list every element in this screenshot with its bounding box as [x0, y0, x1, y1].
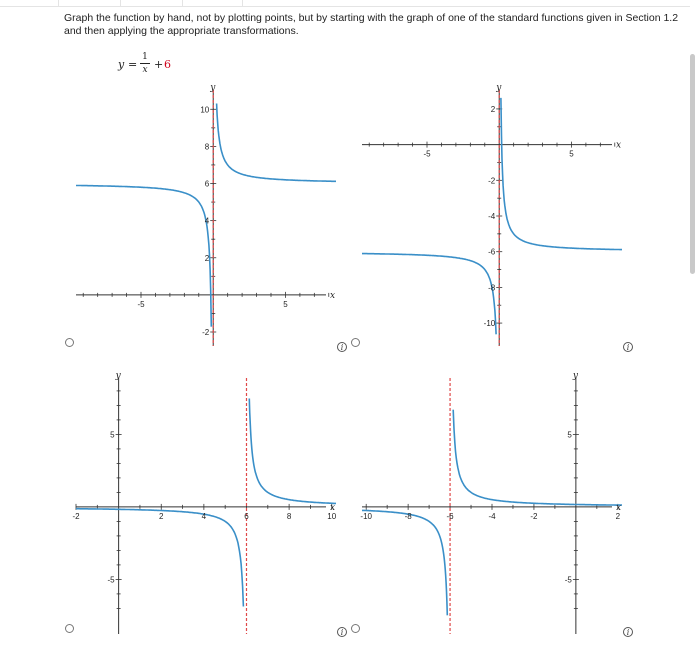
answer-graph-c [72, 371, 337, 634]
x-axis-label: x [616, 140, 622, 151]
scrollbar-thumb[interactable] [690, 54, 695, 274]
option-d-radio[interactable] [351, 624, 360, 633]
x-tick-label: -8 [404, 511, 412, 521]
x-tick-label: 5 [569, 149, 574, 159]
y-axis-label: y [496, 83, 502, 93]
question-prompt: Graph the function by hand, not by plotting points, but by starting with the graph of one of the standard functions given in Section 1.2 and then applying the appropriate transformations. [64, 12, 679, 37]
curve-right-branch [453, 410, 622, 505]
curve-left-branch [362, 510, 447, 615]
y-tick-label: 2 [204, 253, 210, 263]
tab-divider [0, 0, 59, 6]
y-tick-label: -8 [488, 283, 496, 293]
y-tick-label: -10 [483, 319, 496, 329]
curve-left-branch [76, 509, 243, 607]
y-tick-label: -2 [202, 328, 210, 337]
x-tick-label: 5 [283, 299, 288, 309]
y-tick-label: 8 [204, 142, 210, 152]
y-tick-label: -6 [488, 247, 496, 257]
y-tick-label: -5 [564, 575, 572, 585]
x-tick-label: 10 [327, 511, 337, 521]
y-tick-label: 5 [567, 430, 572, 440]
x-tick-label: -5 [137, 299, 145, 309]
answer-graph-d [362, 372, 622, 634]
y-tick-label: -5 [107, 575, 115, 585]
curve-right-branch [501, 98, 622, 250]
y-axis-label: y [572, 371, 578, 381]
x-tick-label: 8 [286, 511, 292, 521]
option-c-radio[interactable] [65, 624, 74, 633]
curve-right-branch [249, 399, 336, 504]
option-b-radio[interactable] [351, 338, 360, 347]
answer-graph-b [362, 84, 622, 346]
x-axis-label: x [330, 502, 336, 513]
y-tick-label: -2 [488, 176, 496, 186]
y-tick-label: -4 [488, 212, 496, 221]
info-icon[interactable]: i [623, 627, 633, 637]
equation-equals: = [128, 58, 138, 71]
curve-right-branch [217, 104, 336, 182]
x-tick-label: -4 [488, 511, 496, 521]
x-tick-label: -5 [423, 149, 431, 159]
x-tick-label: 4 [201, 511, 207, 521]
x-tick-label: 6 [244, 511, 249, 521]
y-tick-label: 4 [204, 216, 210, 226]
x-tick-label: -2 [530, 511, 538, 521]
y-tick-label: 10 [200, 105, 210, 115]
fraction-bar [140, 63, 150, 64]
curve-left-branch [362, 254, 496, 335]
equation-lhs: y [118, 58, 125, 71]
info-icon[interactable]: i [623, 342, 633, 352]
answer-graph-a [76, 84, 336, 346]
fraction-numerator: 1 [142, 52, 148, 62]
option-a-radio[interactable] [65, 338, 74, 347]
y-tick-label: 5 [110, 430, 115, 440]
y-tick-label: 2 [490, 104, 496, 114]
fraction-denominator: x [142, 65, 148, 75]
x-tick-label: -6 [446, 511, 454, 521]
x-tick-label: 2 [159, 511, 164, 521]
info-icon[interactable]: i [337, 627, 347, 637]
y-axis-label: y [115, 371, 121, 381]
x-axis-label: x [330, 290, 336, 301]
x-axis-label: x [616, 502, 622, 513]
x-tick-label: -10 [360, 511, 372, 521]
y-tick-label: 6 [204, 179, 210, 189]
equation-plus: + [154, 58, 164, 71]
equation-fraction [140, 52, 150, 75]
info-icon[interactable]: i [337, 342, 347, 352]
y-axis-label: y [210, 83, 216, 93]
equation-constant: 6 [164, 58, 171, 71]
x-tick-label: -2 [72, 511, 80, 521]
x-tick-label: 2 [615, 511, 621, 521]
